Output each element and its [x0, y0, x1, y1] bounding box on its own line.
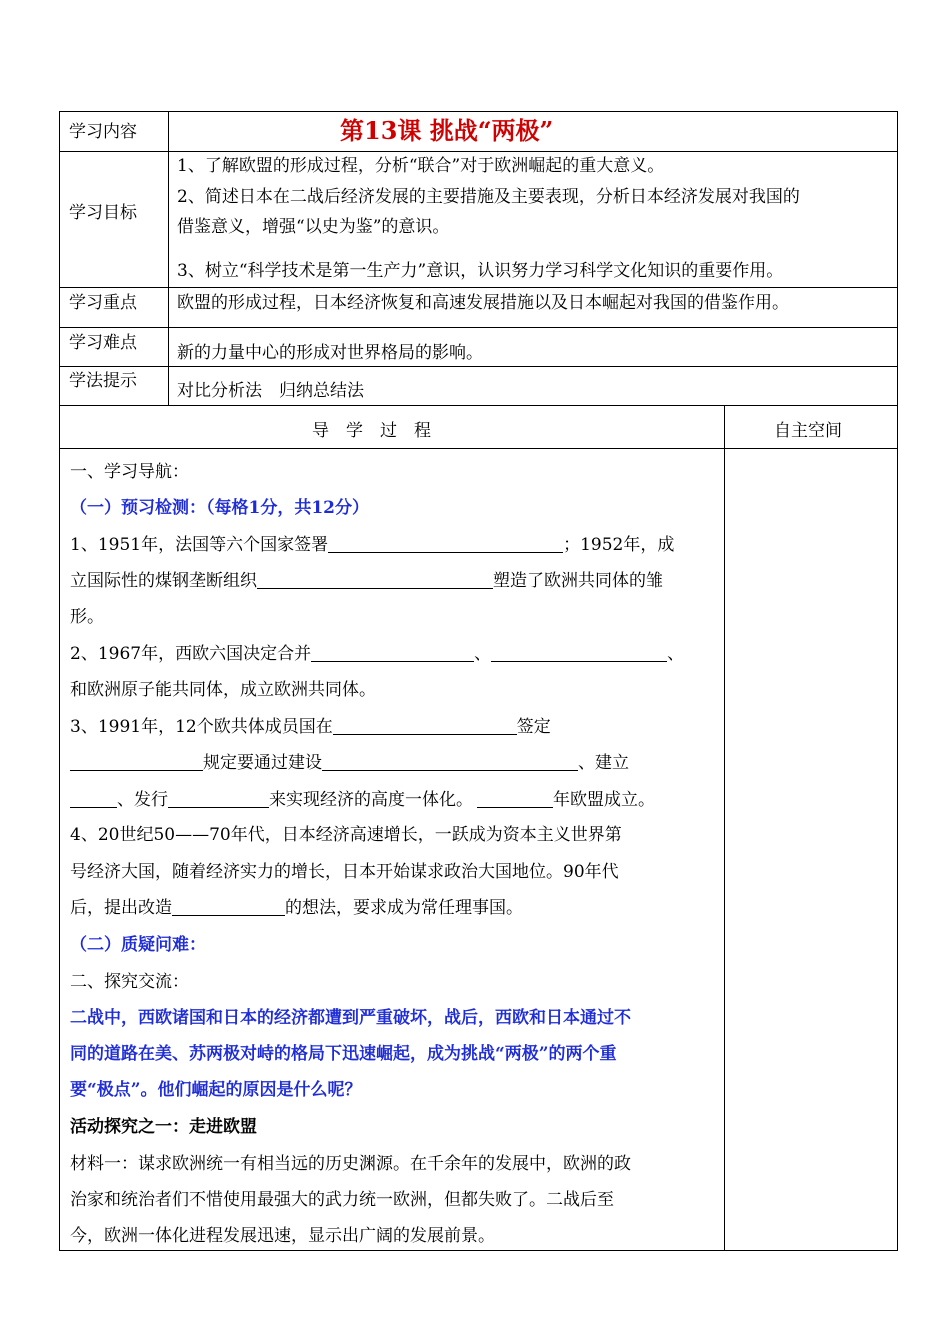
column-divider: [724, 405, 725, 1251]
side-header: 自主空间: [774, 421, 842, 441]
question-4-line-3: 后，提出改造 的想法，要求成为常任理事国。: [70, 898, 523, 918]
section-2-heading: 二、探究交流：: [70, 972, 189, 992]
key-text: 欧盟的形成过程，日本经济恢复和高速发展措施以及日本崛起对我国的借鉴作用。: [177, 293, 789, 313]
page-title: 第13课 挑战“两极”: [340, 116, 554, 145]
inquiry-question-line-1: 二战中，西欧诸国和日本的经济都遭到严重破坏，战后，西欧和日本通过不: [70, 1008, 631, 1028]
difficulty-text: 新的力量中心的形成对世界格局的影响。: [177, 343, 483, 363]
material-1-line-1: 材料一：谋求欧洲统一有相当远的历史渊源。在千余年的发展中，欧洲的政: [70, 1154, 631, 1174]
question-3-line-3: 、发行 来实现经济的高度一体化。 年欧盟成立。: [70, 788, 655, 812]
answer-blank[interactable]: [311, 643, 474, 662]
question-1-line-1: 1、1951年，法国等六个国家签署 ；1952年，成: [70, 535, 675, 555]
answer-blank[interactable]: [333, 716, 517, 735]
row-divider: [59, 327, 898, 328]
answer-blank[interactable]: [491, 643, 667, 662]
answer-blank[interactable]: [172, 897, 285, 916]
goal-2-cont: 借鉴意义，增强“以史为鉴”的意识。: [177, 217, 450, 237]
question-2-line-1: 2、1967年，西欧六国决定合并 、 、: [70, 644, 685, 664]
goal-1: 1、了解欧盟的形成过程，分析“联合”对于欧洲崛起的重大意义。: [177, 156, 665, 176]
answer-blank[interactable]: [257, 570, 493, 589]
key-label: 学习重点: [69, 293, 137, 313]
question-2-line-2: 和欧洲原子能共同体，成立欧洲共同体。: [70, 680, 376, 700]
process-header: 导 学 过 程: [312, 421, 431, 441]
question-3-line-2: 规定要通过建设 、建立: [70, 751, 629, 775]
row-divider: [59, 448, 898, 449]
question-4-line-1: 4、20世纪50——70年代，日本经济高速增长，一跃成为资本主义世界第: [70, 825, 622, 845]
answer-blank[interactable]: [477, 789, 553, 808]
question-4-line-2: 号经济大国，随着经济实力的增长，日本开始谋求政治大国地位。90年代: [70, 862, 619, 882]
row-divider: [59, 287, 898, 288]
column-divider: [168, 111, 169, 405]
content-label: 学习内容: [69, 122, 137, 142]
inquiry-question-line-2: 同的道路在美、苏两极对峙的格局下迅速崛起，成为挑战“两极”的两个重: [70, 1044, 617, 1064]
section-1-heading: 一、学习导航：: [70, 462, 189, 482]
difficulty-label: 学习难点: [69, 333, 137, 353]
inquiry-question-line-3: 要“极点”。他们崛起的原因是什么呢？: [70, 1080, 362, 1100]
answer-blank[interactable]: [328, 534, 563, 553]
material-1-line-3: 今，欧洲一体化进程发展迅速，显示出广阔的发展前景。: [70, 1226, 495, 1246]
answer-blank[interactable]: [70, 789, 117, 808]
method-label: 学法提示: [69, 371, 137, 391]
answer-blank[interactable]: [168, 789, 269, 808]
method-text: 对比分析法 归纳总结法: [177, 381, 364, 401]
goal-label: 学习目标: [69, 203, 137, 223]
answer-blank[interactable]: [322, 752, 578, 771]
goal-3: 3、树立“科学技术是第一生产力”意识，认识努力学习科学文化知识的重要作用。: [177, 261, 784, 281]
answer-blank[interactable]: [70, 752, 203, 771]
question-1-line-3: 形。: [70, 607, 104, 627]
row-divider: [59, 151, 898, 152]
activity-1-heading: 活动探究之一：走进欧盟: [70, 1117, 257, 1137]
goal-2: 2、简述日本在二战后经济发展的主要措施及主要表现，分析日本经济发展对我国的: [177, 187, 800, 207]
row-divider: [59, 366, 898, 367]
questions-heading: （二）质疑问难：: [70, 935, 206, 955]
material-1-line-2: 治家和统治者们不惜使用最强大的武力统一欧洲，但都失败了。二战后至: [70, 1190, 614, 1210]
question-3-line-1: 3、1991年，12个欧共体成员国在 签定: [70, 717, 551, 737]
row-divider: [59, 405, 898, 406]
preview-heading: （一）预习检测：（每格1分，共12分）: [70, 498, 369, 518]
question-1-line-2: 立国际性的煤钢垄断组织 塑造了欧洲共同体的雏: [70, 571, 663, 591]
